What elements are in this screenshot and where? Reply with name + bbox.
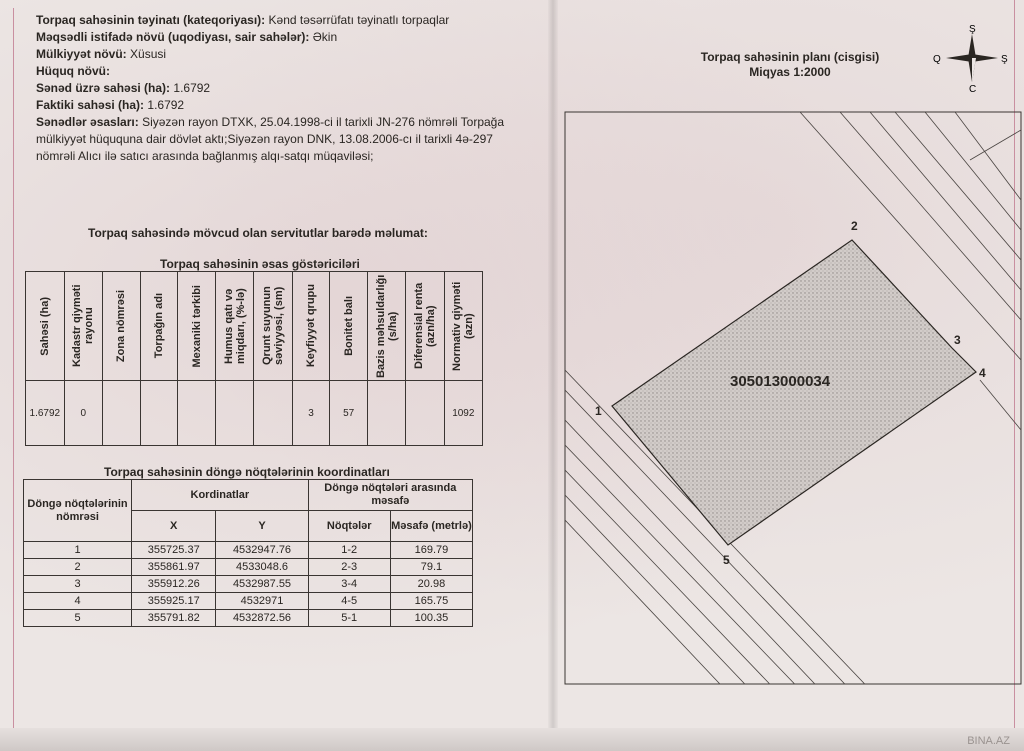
point-number: 4 bbox=[24, 593, 132, 610]
watermark: BINA.AZ bbox=[967, 735, 1010, 747]
distance: 20.98 bbox=[390, 576, 472, 593]
coord-x: 355791.82 bbox=[132, 610, 216, 627]
segment: 1-2 bbox=[308, 542, 390, 559]
header-groundwater: Qrunt suyunun səviyyəsi, (sm) bbox=[260, 286, 285, 366]
header-quality-group: Keyfiyyət qrupu bbox=[304, 284, 317, 368]
point-label-5: 5 bbox=[723, 553, 730, 567]
indicator-value: 57 bbox=[330, 381, 368, 446]
header-diff-rent: Diferensial renta (azn/ha) bbox=[412, 282, 437, 370]
coord-y: 4533048.6 bbox=[216, 559, 308, 576]
compass-west: Q bbox=[933, 54, 941, 65]
point-label-1: 1 bbox=[595, 404, 602, 418]
header-distance: Məsafə (metrlə) bbox=[390, 511, 472, 542]
header-soil-name: Torpağın adı bbox=[152, 293, 165, 359]
header-point-number: Döngə nöqtələrinin nömrəsi bbox=[24, 480, 132, 542]
distance: 165.75 bbox=[390, 593, 472, 610]
coords-title: Torpaq sahəsinin döngə nöqtələrinin koordinatları bbox=[104, 465, 390, 479]
doc-area-label: Sənəd üzrə sahəsi (ha): bbox=[36, 81, 171, 95]
page-edge-shadow bbox=[0, 728, 1024, 751]
indicator-value: 1092 bbox=[444, 381, 482, 446]
segment: 5-1 bbox=[308, 610, 390, 627]
doc-area-value: 1.6792 bbox=[173, 81, 211, 95]
point-number: 2 bbox=[24, 559, 132, 576]
distance: 100.35 bbox=[390, 610, 472, 627]
coord-y: 4532987.55 bbox=[216, 576, 308, 593]
segment: 2-3 bbox=[308, 559, 390, 576]
use-value: Əkin bbox=[312, 30, 338, 44]
header-normative-price: Normativ qiyməti (azn) bbox=[451, 281, 476, 371]
indicator-value: 3 bbox=[292, 381, 330, 446]
ownership-value: Xüsusi bbox=[130, 47, 167, 61]
indicators-title: Torpaq sahəsinin əsas göstəriciləri bbox=[160, 257, 360, 271]
compass-north: Ş bbox=[969, 24, 976, 35]
plan-title-text: Torpaq sahəsinin planı (cisgisi) bbox=[700, 50, 880, 64]
header-composition: Mexaniki tərkibi bbox=[190, 284, 203, 368]
compass-south: C bbox=[969, 84, 977, 94]
ownership-label: Mülkiyyət növü: bbox=[36, 47, 127, 61]
header-zone: Zona nömrəsi bbox=[115, 289, 128, 363]
header-x: X bbox=[132, 511, 216, 542]
segment: 3-4 bbox=[308, 576, 390, 593]
compass-east: Ş bbox=[1001, 54, 1008, 65]
distance: 79.1 bbox=[390, 559, 472, 576]
point-number: 1 bbox=[24, 542, 132, 559]
plan-scale: Miqyas 1:2000 bbox=[749, 65, 831, 79]
coord-x: 355861.97 bbox=[132, 559, 216, 576]
header-cadastre-region: Kadastr qiyməti rayonu bbox=[71, 284, 96, 368]
right-label: Hüquq növü: bbox=[36, 64, 110, 78]
actual-area-label: Faktiki sahəsi (ha): bbox=[36, 98, 145, 112]
parcel-polygon bbox=[612, 240, 976, 545]
servitude-title: Torpaq sahəsində mövcud olan servitutlar barədə məlumat: bbox=[88, 226, 428, 240]
coord-y: 4532947.76 bbox=[216, 542, 308, 559]
distance: 169.79 bbox=[390, 542, 472, 559]
coord-x: 355725.37 bbox=[132, 542, 216, 559]
header-between-points: Döngə nöqtələri arasında məsafə bbox=[308, 480, 472, 511]
header-y: Y bbox=[216, 511, 308, 542]
use-label: Məqsədli istifadə növü (uqodiyası, sair sahələr): bbox=[36, 30, 310, 44]
indicator-value: 1.6792 bbox=[26, 381, 65, 446]
coord-y: 4532971 bbox=[216, 593, 308, 610]
header-bonitet: Bonitet balı bbox=[342, 296, 355, 356]
header-humus: Humus qatı və miqdarı, (%-lə) bbox=[222, 288, 247, 364]
actual-area-value: 1.6792 bbox=[147, 98, 185, 112]
point-number: 3 bbox=[24, 576, 132, 593]
header-base-yield: Bazis məhsuldarlığı (s/ha) bbox=[374, 274, 399, 378]
point-number: 5 bbox=[24, 610, 132, 627]
point-label-3: 3 bbox=[954, 333, 961, 347]
parcel-id: 305013000034 bbox=[730, 373, 831, 390]
basis-label: Sənədlər əsasları: bbox=[36, 115, 139, 129]
coord-x: 355925.17 bbox=[132, 593, 216, 610]
header-area: Sahəsi (ha) bbox=[38, 296, 51, 356]
coord-y: 4532872.56 bbox=[216, 610, 308, 627]
segment: 4-5 bbox=[308, 593, 390, 610]
point-label-4: 4 bbox=[979, 366, 986, 380]
purpose-value: Kənd təsərrüfatı təyinatlı torpaqlar bbox=[268, 13, 450, 27]
purpose-label: Torpaq sahəsinin təyinatı (kateqoriyası): bbox=[36, 13, 266, 27]
basis-value: Siyəzən rayon DTXK, 25.04.1998-ci il tarixli JN-276 nömrəli Torpağa mülkiyyət hüququna dair dövlət aktı;Siyəzən rayon DNK, 13.08.2006-cı il tarixli 4ə-297 nömrəli Alıcı ilə satıcı arasında bağlanmış alqı-satqı müqaviləsi; bbox=[36, 115, 505, 163]
indicator-value: 0 bbox=[64, 381, 102, 446]
point-label-2: 2 bbox=[851, 219, 858, 233]
header-segments: Nöqtələr bbox=[308, 511, 390, 542]
header-coordinates: Kordinatlar bbox=[132, 480, 309, 511]
coord-x: 355912.26 bbox=[132, 576, 216, 593]
